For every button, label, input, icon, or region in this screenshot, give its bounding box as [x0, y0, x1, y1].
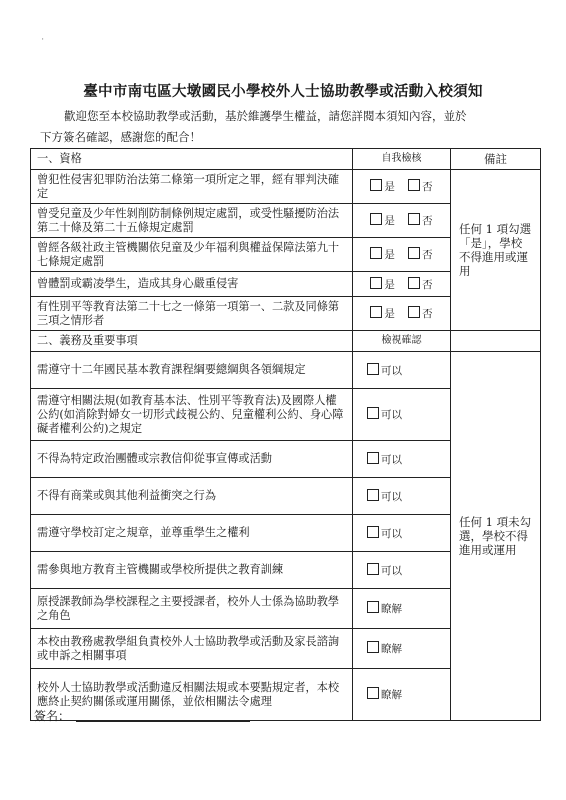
duty-check-label: 瞭解	[381, 689, 402, 701]
duty-text: 需遵守相關法規(如教育基本法、性別平等教育法)及國際人權公約(如消除對婦女一切形式歧視公約、兒童權利公約、身心障礙者權利公約)之規定	[31, 389, 353, 441]
duty-checkbox[interactable]	[367, 526, 379, 538]
duty-checkbox[interactable]	[367, 407, 379, 419]
yes-label: 是	[384, 278, 395, 291]
no-label: 否	[422, 215, 433, 227]
duty-text: 校外人士協助教學或活動違反相關法規或本要點規定者，本校應終止契約關係或運用關係，並依相關法令處理	[31, 669, 353, 721]
duty-check	[353, 478, 451, 515]
yes-no-options	[353, 170, 451, 204]
yes-checkbox[interactable]	[370, 306, 382, 318]
duty-text: 原授課教師為學校課程之主要授課者，校外人士係為協助教學之角色	[31, 589, 353, 629]
yes-no-options	[353, 204, 451, 238]
yes-label: 是	[384, 215, 395, 227]
intro-paragraph	[40, 106, 535, 148]
duty-checkbox[interactable]	[367, 601, 379, 613]
duty-check	[353, 552, 451, 589]
scan-mark: '	[42, 38, 44, 45]
no-checkbox[interactable]	[408, 306, 420, 318]
duty-check-label: 可以	[381, 364, 402, 377]
duty-text: 需遵守十二年國民基本教育課程綱要總綱與各領綱規定	[31, 352, 353, 389]
yes-checkbox[interactable]	[370, 277, 382, 289]
qualification-row	[31, 170, 541, 204]
no-checkbox[interactable]	[408, 247, 420, 259]
duty-text: 不得有商業或與其他利益衝突之行為	[31, 478, 353, 515]
no-label: 否	[422, 308, 433, 320]
yes-checkbox[interactable]	[370, 247, 382, 259]
duty-check	[353, 629, 451, 669]
duty-checkbox[interactable]	[367, 641, 379, 653]
section2-title: 二、義務及重要事項	[31, 331, 353, 352]
intro-line-1: 歡迎您至本校協助教學或活動，基於維護學生權益，請您詳閱本須知內容，並於	[64, 109, 467, 123]
no-checkbox[interactable]	[408, 213, 420, 225]
qualification-text: 曾受兒童及少年性剝削防制條例規定處罰，或受性騷擾防治法第二十條及第二十五條規定處罰	[31, 204, 353, 238]
duty-checkbox[interactable]	[367, 687, 379, 699]
duty-check	[353, 669, 451, 721]
duty-check-label: 可以	[381, 453, 402, 466]
qualification-text: 曾犯性侵害犯罪防治法第二條第一項所定之罪，經有罪判決確定	[31, 170, 353, 204]
yes-label: 是	[384, 308, 395, 320]
duty-check-label: 可以	[381, 409, 402, 421]
duty-checkbox[interactable]	[367, 563, 379, 575]
no-label: 否	[422, 181, 433, 193]
duty-check-label: 瞭解	[381, 643, 402, 655]
no-checkbox[interactable]	[408, 277, 420, 289]
qualification-text: 有性別平等教育法第二十七之一條第一項第一、二款及同條第三項之情形者	[31, 297, 353, 331]
duty-checkbox[interactable]	[367, 452, 379, 464]
no-label: 否	[422, 278, 433, 291]
yes-no-options	[353, 238, 451, 272]
yes-label: 是	[384, 181, 395, 193]
note-header: 備註	[451, 149, 541, 170]
yes-no-options	[353, 297, 451, 331]
section2-note: 任何 1 項未勾選，學校不得進用或運用	[451, 352, 541, 721]
notice-table	[30, 148, 541, 721]
duty-text: 本校由教務處教學組負責校外人士協助教學或活動及家長諮詢或申訴之相關事項	[31, 629, 353, 669]
yes-no-options	[353, 272, 451, 297]
section2-note-blank	[451, 331, 541, 352]
yes-label: 是	[384, 249, 395, 261]
duty-text: 需遵守學校訂定之規章，並尊重學生之權利	[31, 515, 353, 552]
duty-checkbox[interactable]	[367, 363, 379, 375]
duty-check	[353, 352, 451, 389]
duty-check	[353, 441, 451, 478]
review-header: 檢視確認	[353, 331, 451, 352]
duty-text: 需參與地方教育主管機關或學校所提供之教育訓練	[31, 552, 353, 589]
no-checkbox[interactable]	[408, 179, 420, 191]
duty-check	[353, 389, 451, 441]
signature-line[interactable]	[76, 721, 250, 722]
yes-checkbox[interactable]	[370, 213, 382, 225]
duty-check-label: 可以	[381, 490, 402, 503]
duty-text: 不得為特定政治團體或宗教信仰從事宣傳或活動	[31, 441, 353, 478]
qualification-text: 曾經各級社政主管機關依兒童及少年福利與權益保障法第九十七條規定處罰	[31, 238, 353, 272]
duty-check-label: 可以	[381, 527, 402, 540]
section1-note: 任何 1 項勾選「是」，學校不得進用或運用	[451, 170, 541, 331]
duty-check-label: 可以	[381, 564, 402, 577]
section1-header-row	[31, 149, 541, 170]
section1-title: 一、資格	[31, 149, 353, 170]
no-label: 否	[422, 249, 433, 261]
duty-checkbox[interactable]	[367, 489, 379, 501]
document-title: 臺中市南屯區大墩國民小學校外人士協助教學或活動入校須知	[83, 83, 483, 100]
self-check-header: 自我檢核	[353, 149, 451, 170]
duty-check	[353, 589, 451, 629]
duty-row	[31, 352, 541, 389]
yes-checkbox[interactable]	[370, 179, 382, 191]
intro-line-2: 下方簽名確認，感謝您的配合！	[40, 130, 201, 144]
duty-check-label: 瞭解	[381, 603, 402, 615]
qualification-text: 曾體罰或霸凌學生，造成其身心嚴重侵害	[31, 272, 353, 297]
duty-check	[353, 515, 451, 552]
section2-header-row	[31, 331, 541, 352]
signature-label: 簽名：	[34, 709, 71, 723]
